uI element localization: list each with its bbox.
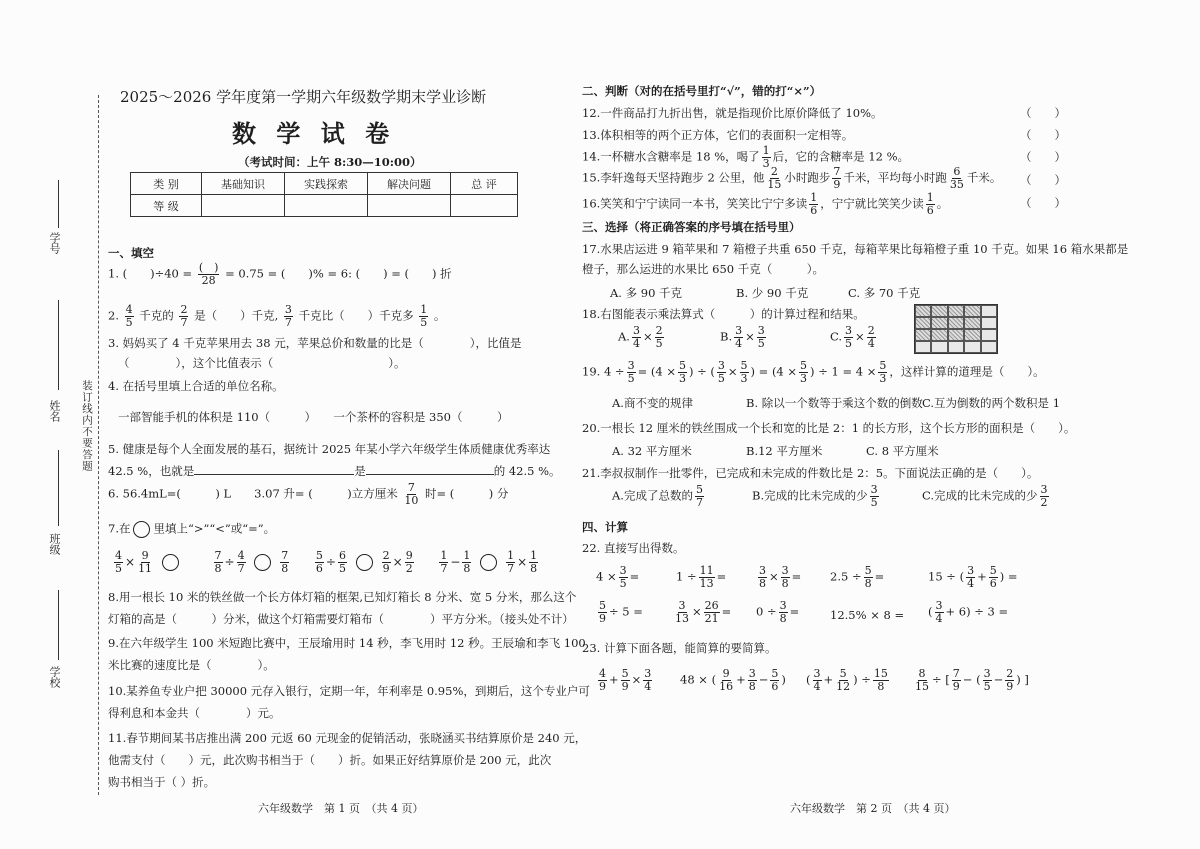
class-label: 班级	[48, 533, 61, 555]
question-11-line1: 11.春节期间某书店推出满 200 元返 60 元现金的促销活动，张晓涵买书结算原价是 240 元，	[108, 731, 587, 745]
option-18b[interactable]: B. $\frac{3}{4}$ × $\frac{3}{5}$	[720, 324, 765, 350]
option-17b[interactable]: B. 少 90 千克	[736, 286, 809, 300]
option-21a[interactable]: A.完成了总数的 $\frac{5}{7}$	[612, 483, 703, 509]
calc-22-6[interactable]: $\frac{5}{9}$ ÷ 5 =	[599, 599, 643, 625]
question-4-items: 一部智能手机的体积是 110（ ） 一个茶杯的容积是 350（ ）	[118, 410, 509, 424]
seal-note: 装订线内不要答题	[81, 380, 93, 472]
exam-title: 2025～2026 学年度第一学期六年级数学期末学业诊断	[120, 88, 487, 106]
score-cell[interactable]	[285, 195, 368, 217]
answer-paren-16[interactable]: （ ）	[1020, 196, 1066, 210]
calc-22-10[interactable]: ( $\frac{3}{4}$ + 6) ÷ 3 =	[928, 599, 1009, 625]
calc-23-3[interactable]: ( $\frac{3}{4}$ + $\frac{5}{12}$ ) ÷ $\frac{15}{8}$	[806, 667, 888, 693]
question-3-line1: 3. 妈妈买了 4 千克苹果用去 38 元，苹果总价和数量的比是（ ），比值是	[108, 336, 522, 350]
option-20c[interactable]: C. 8 平方厘米	[866, 444, 939, 458]
option-20b[interactable]: B.12 平方厘米	[746, 444, 823, 458]
question-9-line2: 米比赛的速度比是（ ）。	[108, 658, 275, 672]
question-10-line2: 得利息和本金共（ ）元。	[108, 706, 281, 720]
score-head-solve: 解决问题	[368, 173, 451, 195]
calc-22-1[interactable]: 4 × $\frac{3}{5}$ =	[596, 564, 640, 590]
class-line[interactable]	[58, 450, 59, 526]
question-9-line1: 9.在六年级学生 100 米短跑比赛中，王辰瑜用时 14 秒，李飞用时 12 秒。王辰瑜和李飞 100	[108, 636, 586, 650]
calc-23-4[interactable]: $\frac{8}{15}$ ÷ [ $\frac{7}{9}$ − ( $\frac{3}{5}$ − $\frac{2}{9}$ ) ]	[915, 667, 1029, 693]
score-head-total: 总 评	[451, 173, 518, 195]
score-head-basic: 基础知识	[202, 173, 285, 195]
question-16: 16.笑笑和宁宁读同一本书，笑笑比宁宁多读 $\frac{1}{6}$ ，宁宁就比笑笑少读 $\frac{1}{6}$ 。	[582, 191, 949, 217]
question-1: 1. ( )÷40 = $\frac{( )}{28}$ = 0.75 = ( )% = 6: ( ) = ( ) 折	[108, 261, 452, 287]
question-22: 22. 直接写出得数。	[582, 541, 685, 555]
calc-23-1[interactable]: $\frac{4}{9}$ + $\frac{5}{9}$ × $\frac{3}{4}$	[599, 667, 652, 693]
question-3-line2: （ ），这个比值表示（ ）。	[118, 356, 406, 370]
calc-23-2[interactable]: 48 × ( $\frac{9}{16}$ + $\frac{3}{8}$ − $\frac{5}{6}$ )	[680, 667, 786, 693]
name-line[interactable]	[58, 300, 59, 390]
question-13: 13.体积相等的两个正方体，它们的表面积一定相等。	[582, 128, 854, 142]
question-7: 7.在 里填上“>”“<”或“=”。	[108, 521, 275, 538]
score-cell[interactable]	[368, 195, 451, 217]
name-label: 姓名	[48, 400, 61, 422]
option-17a[interactable]: A. 多 90 千克	[610, 286, 683, 300]
page-1-footer: 六年级数学 第 1 页 （共 4 页）	[258, 802, 424, 815]
subject-title: 数 学 试 卷	[232, 119, 396, 148]
option-19a[interactable]: A.商不变的规律	[612, 396, 693, 410]
option-18c[interactable]: C. $\frac{3}{5}$ × $\frac{2}{4}$	[830, 324, 875, 350]
score-cell[interactable]	[451, 195, 518, 217]
fraction-grid-figure	[914, 304, 998, 354]
calc-22-9[interactable]: 12.5% × 8 =	[830, 608, 905, 622]
score-row-grade: 等 级	[131, 195, 202, 217]
question-19: 19. 4 ÷ $\frac{3}{5}$ = (4 × $\frac{5}{3}$ ) ÷ ( $\frac{3}{5}$ × $\frac{5}{3}$ ) = (4 × $\frac{5}{3}$ ) ÷ 1 = 4 × $\frac{5}{3}$ ，这样计算的道理是（ ）。	[582, 359, 1045, 385]
question-17-line2: 橙子，那么运进的水果比 650 千克（ ）。	[582, 262, 825, 276]
score-head-category: 类 别	[131, 173, 202, 195]
exam-time: （考试时间：上午 8:30—10:00）	[238, 155, 422, 169]
question-5-line2: 42.5 %，也就是 是 的 42.5 %。	[108, 464, 561, 478]
student-id-line[interactable]	[58, 180, 59, 228]
question-20: 20.一根长 12 厘米的铁丝围成一个长和宽的比是 2：1 的长方形，这个长方形的面积是（ ）。	[582, 421, 1076, 435]
calc-22-4[interactable]: 2.5 ÷ $\frac{5}{8}$ =	[830, 564, 885, 590]
option-19c[interactable]: C.互为倒数的两个数积是 1	[922, 396, 1061, 410]
option-21b[interactable]: B.完成的比未完成的少 $\frac{3}{5}$	[752, 483, 878, 509]
question-12: 12.一件商品打九折出售，就是指现价比原价降低了 10%。	[582, 106, 883, 120]
question-14: 14.一杯糖水含糖率是 18 %，喝了 $\frac{1}{3}$ 后，它的含糖率是 12 %。	[582, 144, 910, 170]
answer-paren-15[interactable]: （ ）	[1020, 173, 1066, 187]
calc-22-5[interactable]: 15 ÷ ( $\frac{3}{4}$ + $\frac{5}{6}$ ) =	[928, 564, 1018, 590]
compare-circle[interactable]	[480, 554, 497, 571]
compare-circle[interactable]	[254, 554, 271, 571]
question-7-items: $\frac{4}{5}$ × $\frac{9}{11}$ $\frac{7}{8}$ ÷ $\frac{4}{7}$ $\frac{7}{8}$ $\frac{5}{6}$ ÷ $\frac{6}{5}$ $\frac{2}{9}$ × $\frac{9}{2}$ $\frac{1}{7}$ − $\frac{1}{8}$ $\frac{1}{7}$ × $\frac{1}{8}$	[115, 549, 538, 575]
question-4: 4. 在括号里填上合适的单位名称。	[108, 379, 284, 393]
option-20a[interactable]: A. 32 平方厘米	[612, 444, 692, 458]
option-17c[interactable]: C. 多 70 千克	[848, 286, 921, 300]
section-fill-blank: 一、填空	[108, 246, 154, 260]
calc-22-8[interactable]: 0 ÷ $\frac{3}{8}$ =	[756, 599, 800, 625]
question-23: 23. 计算下面各题，能简算的要简算。	[582, 641, 777, 655]
question-11-line3: 购书相当于（ ）折。	[108, 775, 216, 789]
binding-dashed-line	[98, 95, 99, 795]
section-judge: 二、判断（对的在括号里打“√”，错的打“×”）	[582, 84, 822, 98]
compare-circle[interactable]	[162, 554, 179, 571]
circle-icon	[133, 521, 150, 538]
question-2: 2. $\frac{4}{5}$ 千克的 $\frac{2}{7}$ 是（ ）千克, $\frac{3}{7}$ 千克比（ ）千克多 $\frac{1}{5}$ 。	[108, 303, 446, 329]
answer-paren-12[interactable]: （ ）	[1020, 106, 1066, 120]
student-id-label: 学号	[48, 232, 61, 254]
answer-paren-14[interactable]: （ ）	[1020, 150, 1066, 164]
school-label: 学校	[48, 666, 61, 688]
calc-22-7[interactable]: $\frac{3}{13}$ × $\frac{26}{21}$ =	[675, 599, 732, 625]
answer-paren-13[interactable]: （ ）	[1020, 128, 1066, 142]
score-cell[interactable]	[202, 195, 285, 217]
option-21c[interactable]: C.完成的比未完成的少 $\frac{3}{2}$	[922, 483, 1048, 509]
score-table	[130, 172, 518, 217]
question-11-line2: 他需支付（ ）元，此次购书相当于（ ）折。如果正好结算原价是 200 元，此次	[108, 753, 552, 767]
question-5-line1: 5. 健康是每个人全面发展的基石，据统计 2025 年某小学六年级学生体质健康优秀率达	[108, 442, 551, 456]
calc-22-3[interactable]: $\frac{3}{8}$ × $\frac{3}{8}$ =	[759, 564, 802, 590]
section-calc: 四、计算	[582, 520, 628, 534]
question-8-line2: 灯箱的高是（ ）分米，做这个灯箱需要灯箱布（ ）平方分米。（接头处不计）	[108, 612, 574, 626]
section-choice: 三、选择（将正确答案的序号填在括号里）	[582, 220, 801, 234]
calc-22-2[interactable]: 1 ÷ $\frac{11}{13}$ =	[676, 564, 727, 590]
question-8-line1: 8.用一根长 10 米的铁丝做一个长方体灯箱的框架,已知灯箱长 8 分米、宽 5 分米，那么这个	[108, 590, 577, 604]
compare-circle[interactable]	[356, 554, 373, 571]
option-19b[interactable]: B. 除以一个数等于乘这个数的倒数	[746, 396, 923, 410]
school-line[interactable]	[58, 590, 59, 660]
score-head-practice: 实践探索	[285, 173, 368, 195]
question-15: 15.李轩逸每天坚持跑步 2 公里，他 $\frac{2}{15}$ 小时跑步 $\frac{7}{9}$ 千米，平均每小时跑 $\frac{6}{35}$ 千米。	[582, 165, 1002, 191]
question-10-line1: 10.某养鱼专业户把 30000 元存入银行，定期一年，年利率是 0.95%，到期后，这个专业户可	[108, 684, 590, 698]
question-18: 18.右图能表示乘法算式（ ）的计算过程和结果。	[582, 307, 865, 321]
fraction: $\frac{( )}{28}$	[198, 261, 219, 287]
question-17-line1: 17.水果店运进 9 箱苹果和 7 箱橙子共重 650 千克，每箱苹果比每箱橙子重 10 千克。如果 16 箱水果都是	[582, 242, 1129, 256]
option-18a[interactable]: A. $\frac{3}{4}$ × $\frac{2}{5}$	[618, 324, 663, 350]
question-21: 21.李叔叔制作一批零件，已完成和未完成的件数比是 2：5。下面说法正确的是（ ）。	[582, 466, 1039, 480]
question-6: 6. 56.4mL=( ) L 3.07 升= ( )立方厘米 $\frac{7}{10}$ 时= ( ) 分	[108, 481, 509, 507]
page-2-footer: 六年级数学 第 2 页 （共 4 页）	[790, 802, 956, 815]
